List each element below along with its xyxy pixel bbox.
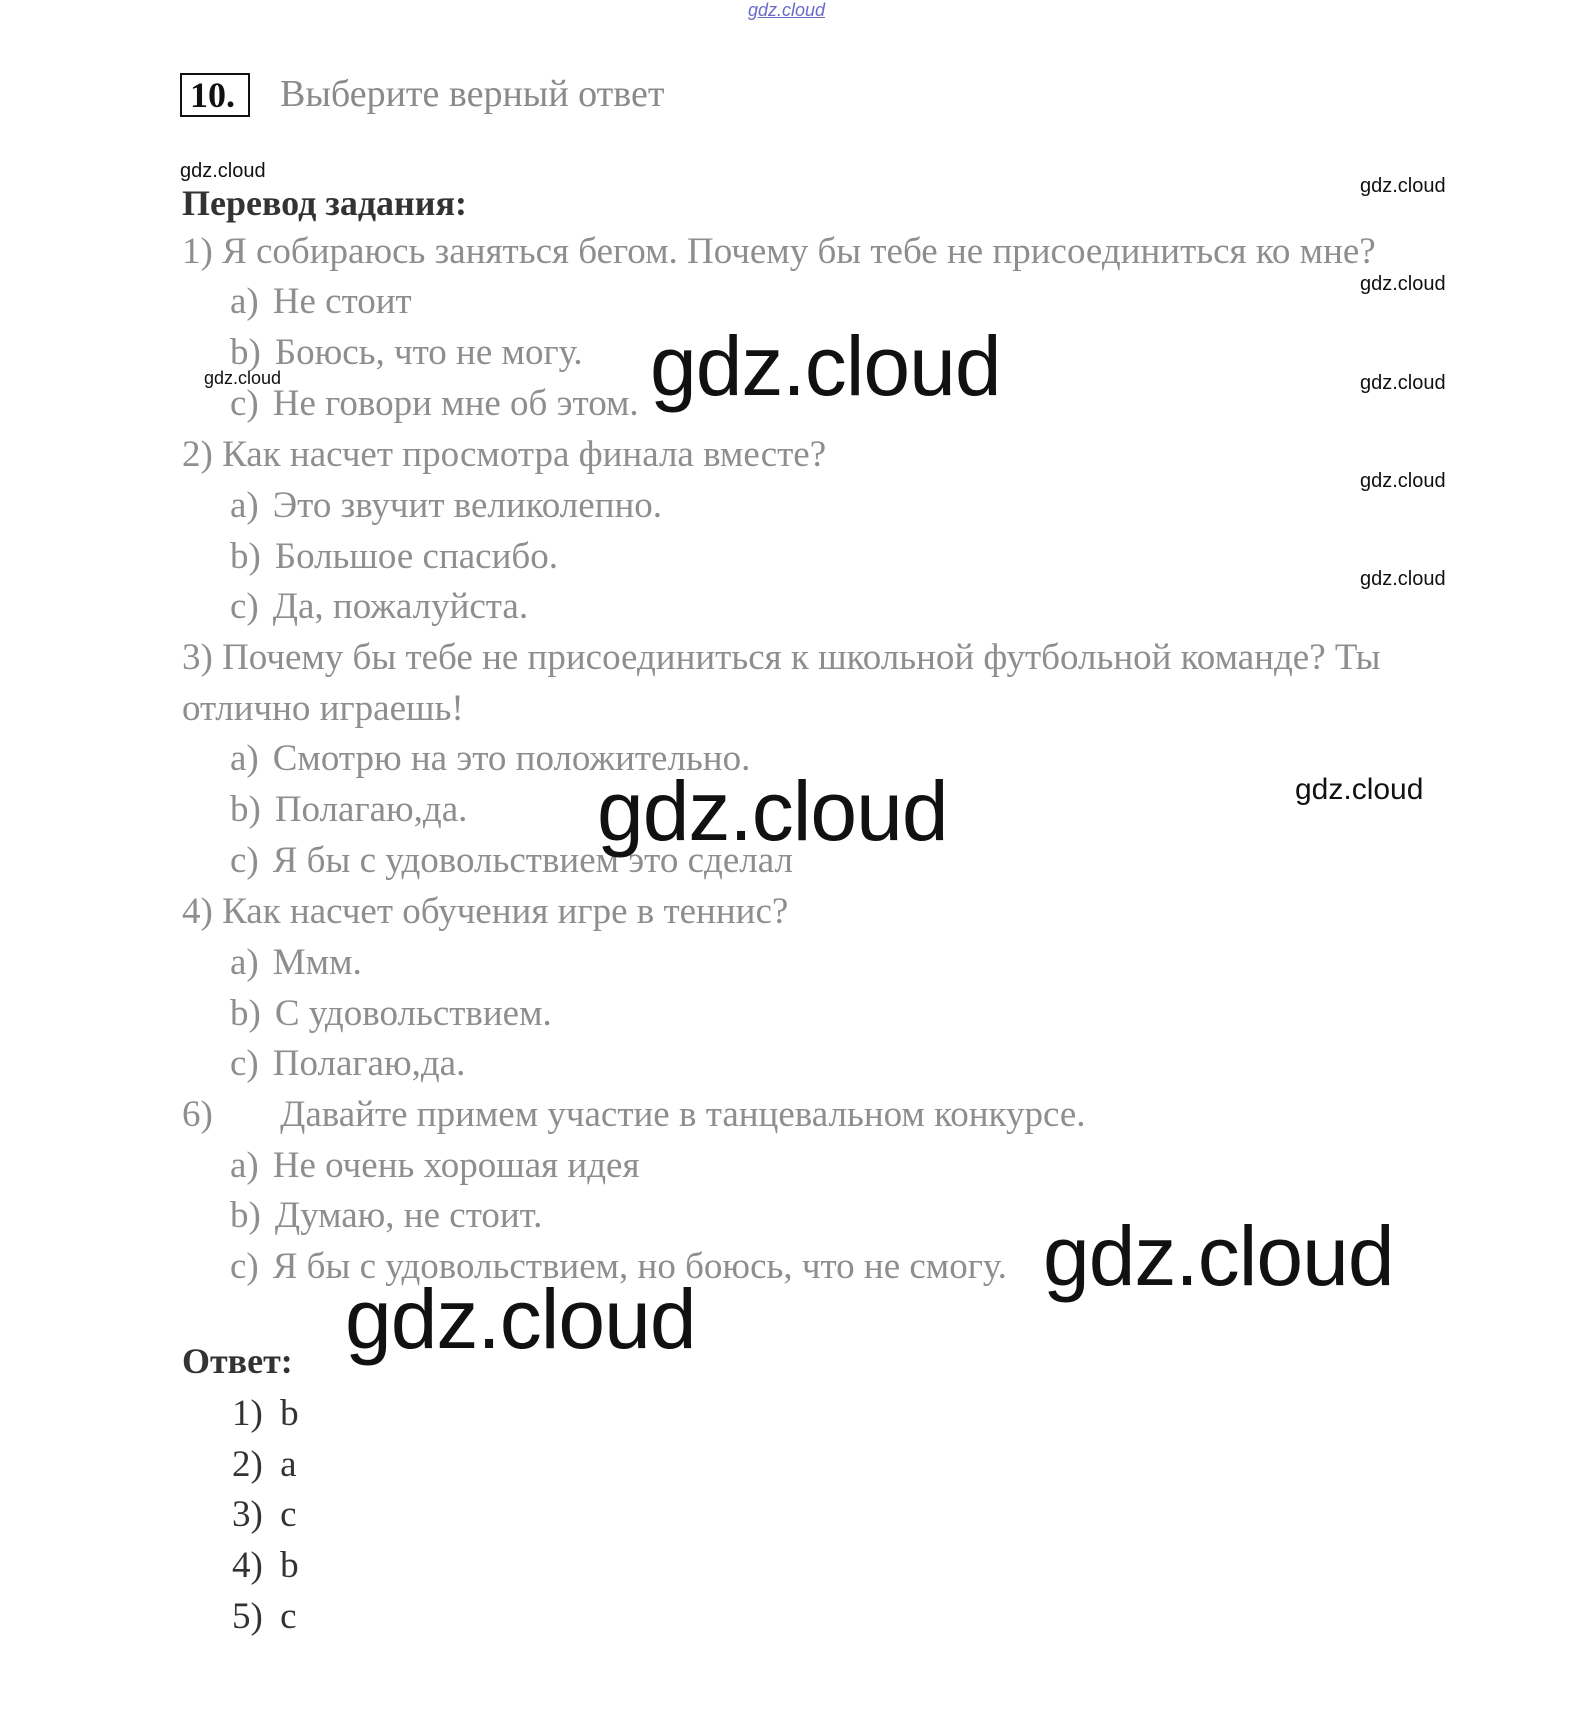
question-text: Как насчет обучения игре в теннис?	[222, 891, 789, 932]
question-text: Я собираюсь заняться бегом. Почему бы тебе не присоединиться ко мне?	[222, 231, 1376, 272]
answer-value: b	[280, 1393, 299, 1434]
option-row	[230, 1042, 465, 1085]
answer-heading: Ответ:	[182, 1341, 293, 1381]
option-letter: a)	[230, 485, 259, 526]
question-1	[182, 230, 1376, 273]
answer-value: b	[280, 1545, 299, 1586]
watermark-small: gdz.cloud	[1360, 273, 1446, 295]
option-text: Не очень хорошая идея	[272, 1145, 640, 1186]
watermark-top: gdz.cloud	[748, 0, 826, 20]
watermark-medium: gdz.cloud	[1295, 773, 1424, 806]
question-3	[182, 636, 1381, 679]
question-number: 3)	[182, 637, 213, 678]
answer-item	[232, 1392, 299, 1435]
option-letter: a)	[230, 738, 259, 779]
option-letter: b)	[230, 332, 261, 373]
option-letter: b)	[230, 536, 261, 577]
option-text: Полагаю,да.	[274, 789, 468, 830]
watermark-large: gdz.cloud	[345, 1272, 696, 1366]
watermark-small: gdz.cloud	[1360, 470, 1446, 492]
watermark-small: gdz.cloud	[180, 160, 266, 182]
question-text: Почему бы тебе не присоединиться к школьной футбольной команде? Ты	[222, 637, 1381, 678]
watermark-small: gdz.cloud	[1360, 372, 1446, 394]
answer-value: a	[280, 1444, 297, 1485]
question-6	[182, 1093, 1086, 1136]
option-letter: c)	[230, 383, 259, 424]
answer-number: 2)	[232, 1444, 263, 1485]
question-number: 4)	[182, 891, 213, 932]
option-letter: c)	[230, 840, 259, 881]
watermark-small: gdz.cloud	[1360, 568, 1446, 590]
watermark-small: gdz.cloud	[204, 368, 282, 388]
option-text: Я бы с удовольствием это сделал	[272, 840, 793, 881]
option-row	[230, 382, 639, 425]
question-text: Как насчет просмотра финала вместе?	[222, 434, 827, 475]
option-letter: c)	[230, 586, 259, 627]
option-row	[230, 585, 528, 628]
answer-value: c	[280, 1596, 297, 1637]
answer-number: 5)	[232, 1596, 263, 1637]
option-text: Думаю, не стоит.	[274, 1195, 543, 1236]
option-letter: b)	[230, 1195, 261, 1236]
option-text: С удовольствием.	[274, 993, 552, 1034]
option-letter: a)	[230, 1145, 259, 1186]
answer-number: 3)	[232, 1494, 263, 1535]
watermark-small: gdz.cloud	[1360, 175, 1446, 197]
option-row	[230, 535, 558, 578]
question-2	[182, 433, 826, 476]
answer-number: 1)	[232, 1393, 263, 1434]
question-text: Давайте примем участие в танцевальном конкурсе.	[280, 1094, 1086, 1135]
answer-number: 4)	[232, 1545, 263, 1586]
watermark-large: gdz.cloud	[1043, 1209, 1394, 1303]
option-letter: c)	[230, 1043, 259, 1084]
option-letter: b)	[230, 789, 261, 830]
option-letter: a)	[230, 942, 259, 983]
question-3-continued: отлично играешь!	[182, 688, 464, 729]
option-text: Это звучит великолепно.	[272, 485, 663, 526]
option-row	[230, 992, 552, 1035]
option-letter: b)	[230, 993, 261, 1034]
watermark-large: gdz.cloud	[597, 764, 948, 858]
task-number-box: 10.	[180, 73, 250, 117]
option-letter: c)	[230, 1246, 259, 1287]
option-row	[230, 1144, 639, 1187]
question-number: 6)	[182, 1094, 213, 1135]
option-letter: a)	[230, 281, 259, 322]
option-row	[230, 484, 662, 527]
answer-item	[232, 1443, 297, 1486]
option-text: Не говори мне об этом.	[272, 383, 639, 424]
answer-item	[232, 1544, 299, 1587]
option-text: Полагаю,да.	[272, 1043, 466, 1084]
option-text: Большое спасибо.	[274, 536, 558, 577]
task-title: Выберите верный ответ	[280, 73, 665, 115]
question-4	[182, 890, 788, 933]
option-text: Не стоит	[272, 281, 412, 322]
option-text: Да, пожалуйста.	[272, 586, 529, 627]
option-text: Я бы с удовольствием, но боюсь, что не смогу.	[272, 1246, 1007, 1287]
translation-heading: Перевод задания:	[182, 183, 467, 223]
option-row	[230, 941, 362, 984]
answer-value: c	[280, 1494, 297, 1535]
option-text: Ммм.	[272, 942, 362, 983]
option-row	[230, 280, 412, 323]
question-number: 1)	[182, 231, 213, 272]
question-number: 2)	[182, 434, 213, 475]
option-text: Боюсь, что не могу.	[274, 332, 583, 373]
option-row	[230, 1194, 542, 1237]
answer-item	[232, 1493, 297, 1536]
watermark-large: gdz.cloud	[650, 319, 1001, 413]
option-text: Смотрю на это положительно.	[272, 738, 751, 779]
answer-item	[232, 1595, 297, 1638]
option-row	[230, 788, 467, 831]
option-row	[230, 331, 583, 374]
